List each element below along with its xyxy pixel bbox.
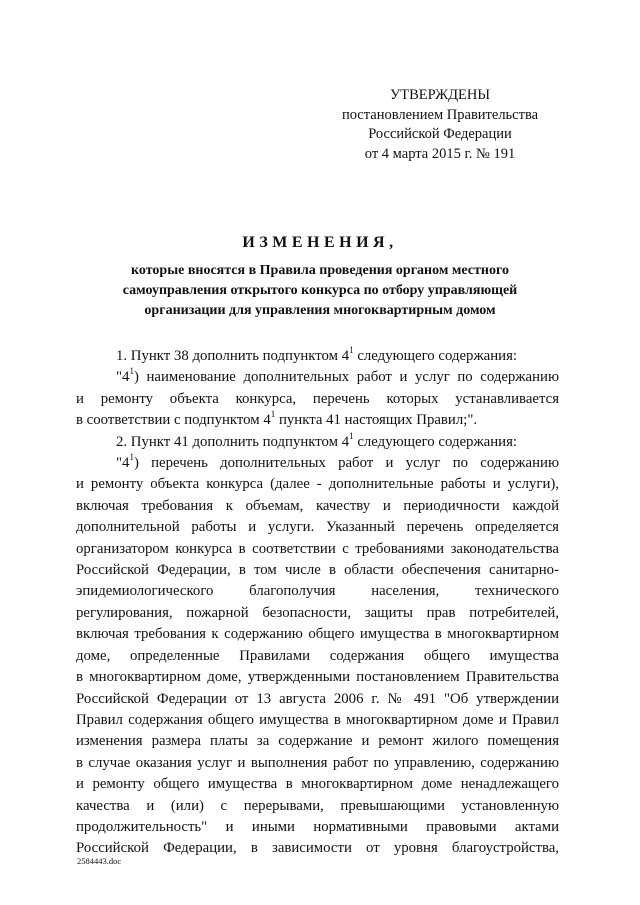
- item-2-quote-line: "$4^1$) перечень дополнительных работ и услуг по содержанию: [116, 452, 559, 472]
- item-2-line: качества и (или) с перерывами, превышающими установленную: [76, 797, 559, 814]
- footer-filename: 2584443.doc: [77, 856, 122, 866]
- item-2-line: регулирования, пожарной безопасности, защиты прав потребителей,: [76, 604, 559, 621]
- document-subtitle: которые вносятся в Правила проведения органом местного самоуправления открытого конкурса по отбору управляющей организации для управления многоквартирным домом: [122, 263, 518, 318]
- item-2-line: изменения размера платы за содержание и ремонт жилого помещения: [76, 733, 559, 750]
- item-2-line: включая требования к содержанию общего имущества в многоквартирном: [76, 626, 559, 643]
- approval-line: Российской Федерации: [368, 126, 512, 142]
- approval-heading: УТВЕРЖДЕНЫ: [389, 87, 491, 103]
- item-2-line: Российской Федерации от 13 августа 2006 г. № 491 "Об утверждении: [76, 690, 559, 707]
- item-1-intro: 1. Пункт 38 дополнить подпунктом $4^1$ следующего содержания:: [116, 345, 517, 364]
- item-1-line: и ремонту объекта конкурса, перечень которых устанавливается: [76, 390, 559, 407]
- item-2-line: Российской Федерации, в зависимости от уровня благоустройства,: [76, 840, 559, 857]
- item-2-line: в случае оказания услуг и выполнения работ по управлению, содержанию: [76, 754, 559, 771]
- item-2-line: эпидемиологического благополучия населения, технического: [76, 583, 559, 600]
- item-2-line: включая требования к объемам, качеству и периодичности каждой: [76, 497, 559, 514]
- item-2-line: организатором конкурса в соответствии с требованиями законодательства: [76, 540, 559, 557]
- item-2-line: и ремонту общего имущества в многоквартирном доме ненадлежащего: [76, 776, 559, 793]
- item-2-line: в многоквартирном доме, утвержденными постановлением Правительства: [76, 669, 559, 686]
- item-2-line: Российской Федерации, в том числе в области обеспечения санитарно-: [76, 562, 559, 579]
- approval-block: [330, 86, 550, 164]
- item-1-line: в соответствии с подпунктом $4^1$ пункта 41 настоящих Правил;".: [76, 409, 478, 429]
- item-1-quote-line: "$4^1$) наименование дополнительных работ и услуг по содержанию: [116, 366, 559, 386]
- document-title: ИЗМЕНЕНИЯ,: [242, 234, 398, 251]
- approval-line: постановлением Правительства: [341, 106, 539, 123]
- item-2-intro: 2. Пункт 41 дополнить подпунктом $4^1$ следующего содержания:: [116, 430, 517, 450]
- item-2-line: доме, определенные Правилами содержания общего имущества: [76, 647, 559, 664]
- approval-date: от 4 марта 2015 г. № 191: [364, 145, 516, 162]
- item-2-line: дополнительной работы и услуги. Указанный перечень определяется: [76, 519, 559, 536]
- item-2-line: Правил содержания общего имущества в многоквартирном доме и Правил: [76, 711, 559, 728]
- document-body: [76, 346, 559, 860]
- item-2-line: продолжительность" и иными нормативными правовыми актами: [76, 818, 559, 835]
- item-2-line: и ремонту объекта конкурса (далее - дополнительные работы и услуги),: [76, 476, 559, 493]
